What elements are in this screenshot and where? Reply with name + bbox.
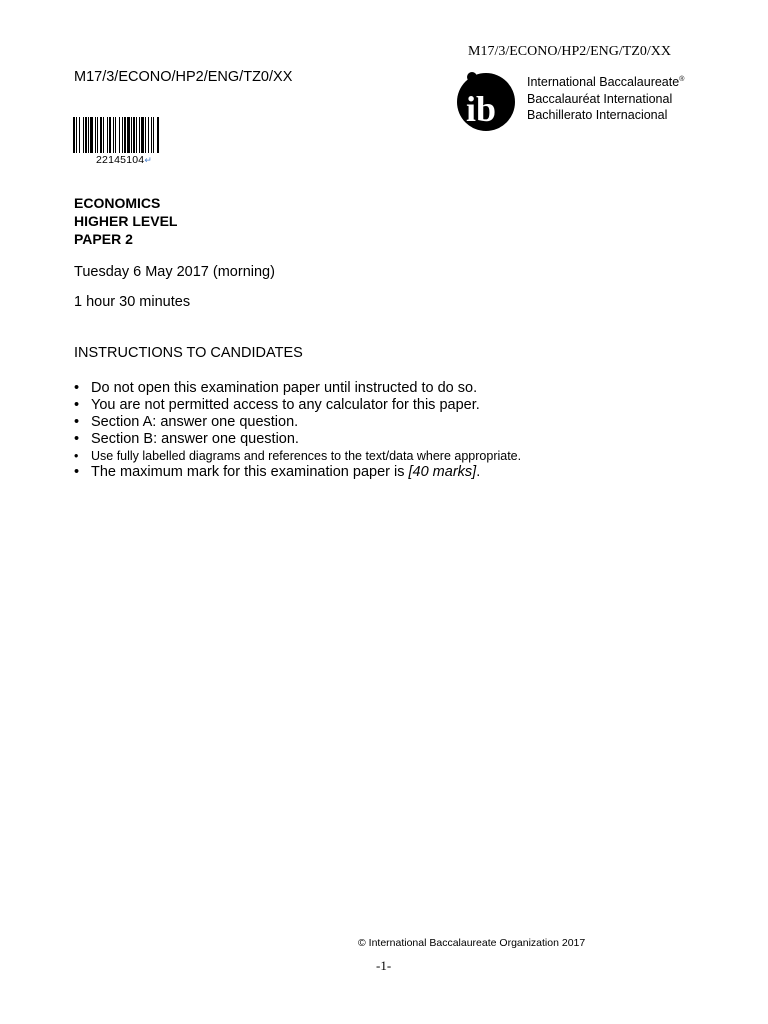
instruction-item-max-marks: • The maximum mark for this examination paper is [40 marks]. xyxy=(74,464,481,480)
barcode-bar xyxy=(88,117,89,153)
barcode-bar xyxy=(97,117,98,153)
barcode-bar xyxy=(136,117,137,153)
barcode-bar xyxy=(76,117,77,153)
barcode-bar xyxy=(139,117,140,153)
instruction-item: • Do not open this examination paper until instructed to do so. xyxy=(74,380,478,396)
barcode-bar xyxy=(83,117,84,153)
instruction-item: • Section B: answer one question. xyxy=(74,431,299,447)
instruction-item: • Use fully labelled diagrams and references to the text/data where appropriate. xyxy=(74,449,522,463)
barcode-bar xyxy=(133,117,135,153)
max-marks-value: [40 marks] xyxy=(408,464,477,480)
instruction-item: • You are not permitted access to any calculator for this paper. xyxy=(74,397,480,413)
bullet-icon: • xyxy=(74,397,80,413)
barcode-number-text: 22145104 xyxy=(96,154,145,166)
barcode-bar xyxy=(100,117,102,153)
barcode-bar xyxy=(95,117,96,153)
instruction-item: • Section A: answer one question. xyxy=(74,414,299,430)
bullet-icon: • xyxy=(74,380,80,396)
barcode-bar xyxy=(115,117,116,153)
subject-block xyxy=(74,194,177,248)
ib-name-french: Baccalauréat International xyxy=(527,91,673,106)
barcode-bar xyxy=(157,117,159,153)
copyright-notice: © International Baccalaureate Organization 2017 xyxy=(358,937,586,949)
header-code-left: M17/3/ECONO/HP2/ENG/TZ0/XX xyxy=(74,69,293,85)
registered-mark: ® xyxy=(679,76,685,83)
barcode-bar xyxy=(148,117,149,153)
barcode-bar xyxy=(124,117,126,153)
subject-paper: PAPER 2 xyxy=(74,231,133,247)
instructions-list xyxy=(74,380,521,481)
subject-title: ECONOMICS xyxy=(74,195,161,211)
barcode-bar xyxy=(153,117,154,153)
ib-organisation-names xyxy=(527,72,684,124)
barcode-bar xyxy=(85,117,87,153)
return-mark-icon: ↵ xyxy=(144,155,153,165)
barcode-bar xyxy=(90,117,93,153)
svg-text:ib: ib xyxy=(466,89,497,129)
ib-logo-icon xyxy=(450,68,520,132)
barcode-bar xyxy=(151,117,152,153)
exam-duration: 1 hour 30 minutes xyxy=(74,294,191,310)
bullet-icon: • xyxy=(74,464,80,480)
bullet-icon: • xyxy=(74,431,80,447)
page-number: -1- xyxy=(376,958,392,973)
barcode-bar xyxy=(113,117,114,153)
barcode-bar xyxy=(119,117,120,153)
ib-name-english: International Baccalaureate® xyxy=(527,75,685,90)
barcode-bar xyxy=(127,117,130,153)
header-code-right: M17/3/ECONO/HP2/ENG/TZ0/XX xyxy=(468,44,671,59)
barcode-number xyxy=(96,154,152,166)
barcode-bar xyxy=(73,117,75,153)
barcode-bar xyxy=(141,117,144,153)
barcode-bar xyxy=(103,117,104,153)
barcode-bar xyxy=(131,117,132,153)
instructions-heading: INSTRUCTIONS TO CANDIDATES xyxy=(74,345,303,361)
barcode-bar xyxy=(122,117,123,153)
bullet-icon: • xyxy=(74,449,79,463)
exam-date: Tuesday 6 May 2017 (morning) xyxy=(74,264,275,280)
ib-name-spanish: Bachillerato Internacional xyxy=(527,108,668,123)
barcode-bar xyxy=(145,117,146,153)
subject-level: HIGHER LEVEL xyxy=(74,213,178,229)
barcode xyxy=(73,117,181,155)
bullet-icon: • xyxy=(74,414,80,430)
barcode-bar xyxy=(107,117,108,153)
barcode-bar xyxy=(79,117,80,153)
barcode-bar xyxy=(109,117,111,153)
